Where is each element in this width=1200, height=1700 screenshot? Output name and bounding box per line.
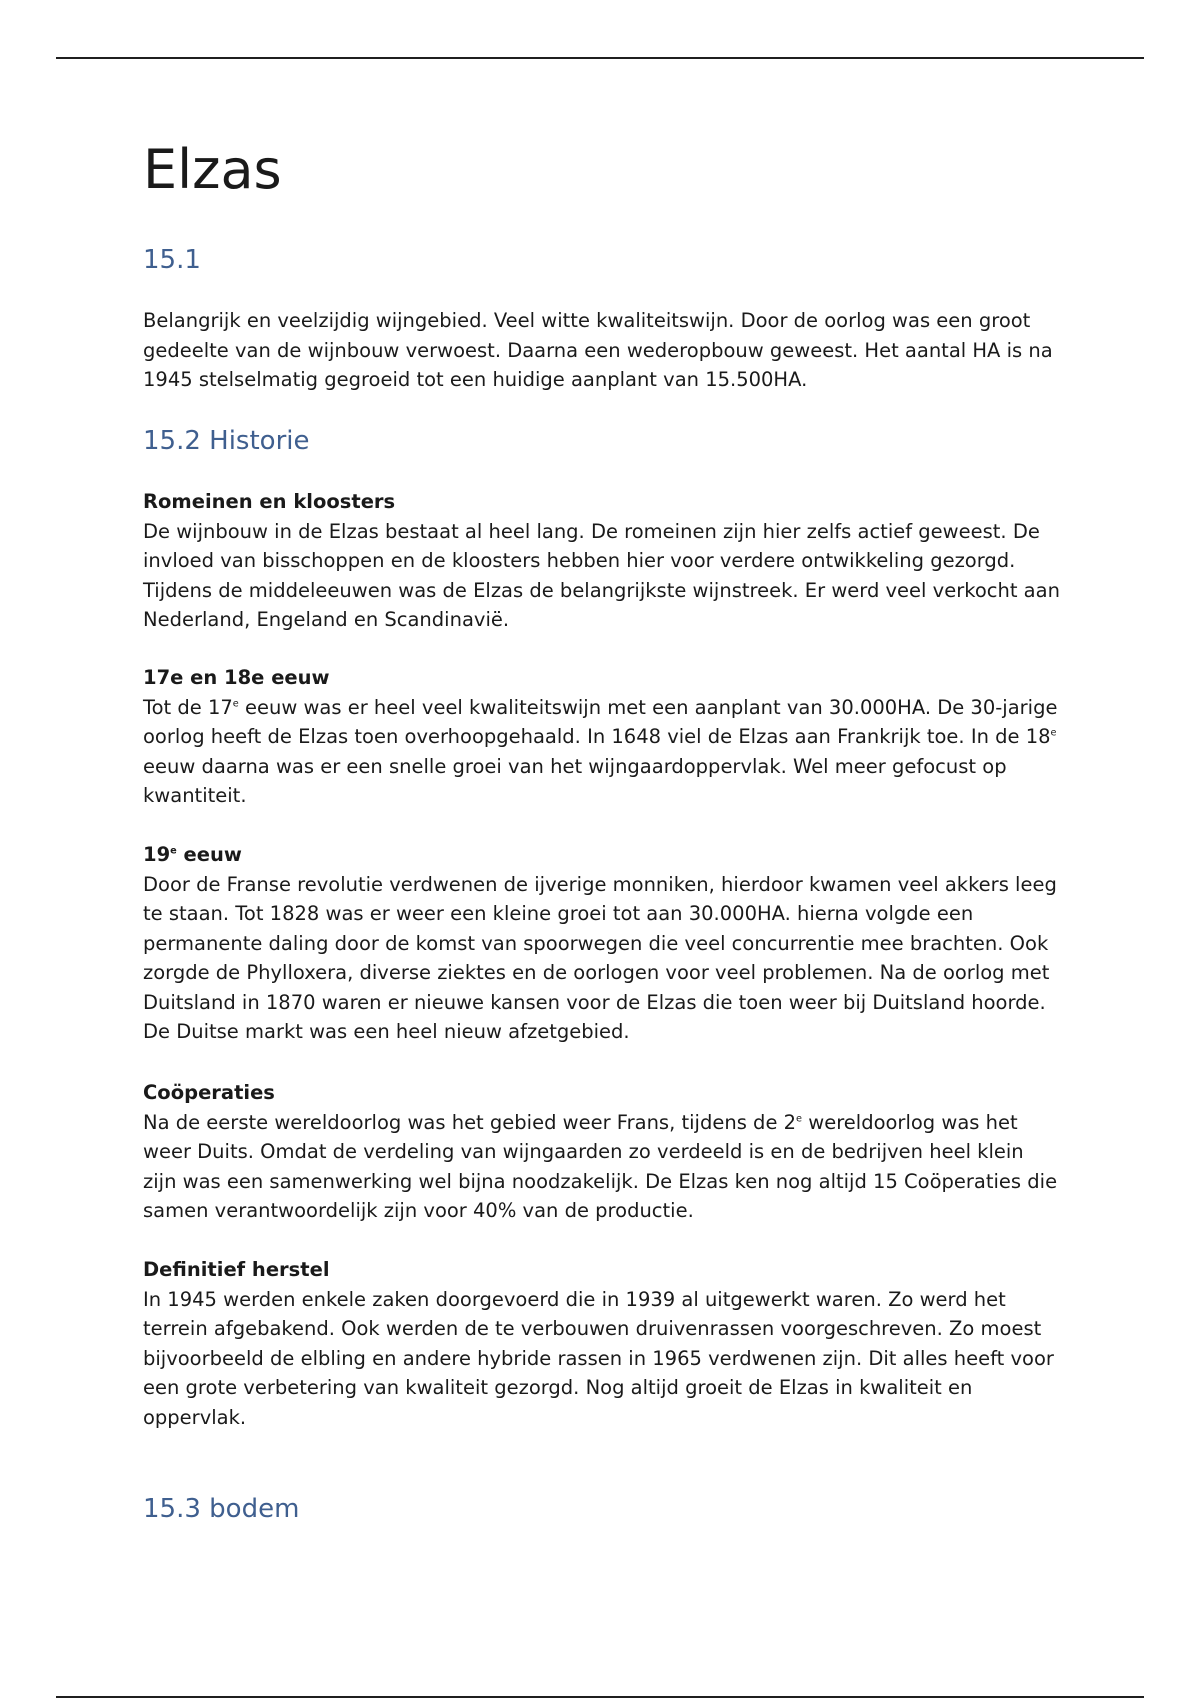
intro-paragraph: Belangrijk en veelzijdig wijngebied. Veel witte kwaliteitswijn. Door de oorlog was een groot gedeelte van de wijnbouw verwoest. Daarna een wederopbouw geweest. Het aantal HA is na 1945 stelselmatig gegroeid tot een huidige aanplant van 15.500HA. [143, 309, 1053, 391]
section-heading-bodem: 15.3 bodem [143, 1494, 300, 1524]
superscript-e: e [232, 698, 239, 709]
subsection-17e-18e-eeuw [143, 663, 1063, 811]
document-title: Elzas [143, 138, 282, 201]
body-text-part: Tot de 17 [143, 695, 233, 719]
body-text-part: Na de eerste wereldoorlog was het gebied weer Frans, tijdens de 2 [143, 1110, 797, 1134]
section-heading-historie: 15.2 Historie [143, 426, 310, 456]
section-heading-15-1: 15.1 [143, 245, 201, 275]
subsection-title-romeinen: Romeinen en kloosters [143, 490, 396, 513]
body-text-part: eeuw daarna was er een snelle groei van het wijngaardoppervlak. Wel meer gefocust op kwantiteit. [143, 754, 1007, 807]
subsection-body-17e-18e [143, 693, 1063, 811]
superscript-e: e [170, 845, 177, 857]
subsection-cooperaties [143, 1078, 1063, 1226]
title-text-part: 19 [143, 843, 171, 866]
subsection-title-herstel: Definitief herstel [143, 1258, 330, 1281]
subsection-body-herstel: In 1945 werden enkele zaken doorgevoerd die in 1939 al uitgewerkt waren. Zo werd het terrein afgebakend. Ook werden de te verbouwen druivenrassen voorgeschreven. Zo moest bijvoorbeeld de elbling en andere hybride rassen in 1965 verdwenen zijn. Dit alles heeft voor een grote verbetering van kwaliteit gezorgd. Nog altijd groeit de Elzas in kwaliteit en oppervlak. [143, 1287, 1054, 1429]
subsection-body-romeinen: De wijnbouw in de Elzas bestaat al heel lang. De romeinen zijn hier zelfs actief geweest. De invloed van bisschoppen en de kloosters hebben hier voor verdere ontwikkeling gezorgd. Tijdens de middeleeuwen was de Elzas de belangrijkste wijnstreek. Er werd veel verkocht aan Nederland, Engeland en Scandinavië. [143, 519, 1060, 631]
subsection-title-17e-18e: 17e en 18e eeuw [143, 666, 330, 689]
superscript-e: e [1050, 727, 1057, 739]
intro-paragraph-block [143, 306, 1063, 395]
subsection-definitief-herstel [143, 1255, 1063, 1432]
subsection-title-19e [143, 840, 1063, 870]
body-text-part: eeuw was er heel veel kwaliteitswijn met een aanplant van 30.000HA. De 30-jarige oorlog heeft de Elzas toen overhoopgehaald. In 1648 viel de Elzas aan Frankrijk toe. In de 18 [143, 695, 1058, 748]
superscript-e: e [796, 1113, 803, 1124]
subsection-body-19e: Door de Franse revolutie verdwenen de ijverige monniken, hierdoor kwamen veel akkers leeg te staan. Tot 1828 was er weer een kleine groei tot aan 30.000HA. hierna volgde een permanente daling door de komst van spoorwegen die veel concurrentie mee brachten. Ook zorgde de Phylloxera, diverse ziektes en de oorlogen voor veel problemen. Na de oorlog met Duitsland in 1870 waren er nieuwe kansen voor de Elzas die toen weer bij Duitsland hoorde. De Duitse markt was een heel nieuw afzetgebied. [143, 872, 1057, 1043]
subsection-romeinen [143, 487, 1063, 635]
title-text-part: eeuw [176, 843, 242, 866]
subsection-19e-eeuw [143, 840, 1063, 1047]
footer-rule [56, 1696, 1144, 1698]
header-rule [56, 57, 1144, 59]
subsection-title-cooperaties: Coöperaties [143, 1081, 275, 1104]
subsection-body-cooperaties [143, 1108, 1063, 1226]
body-text-part: wereldoorlog was het weer Duits. Omdat de verdeling van wijngaarden zo verdeeld is en de bedrijven heel klein zijn was een samenwerking wel bijna noodzakelijk. De Elzas ken nog altijd 15 Coöperaties die samen verantwoordelijk zijn voor 40% van de productie. [143, 1110, 1058, 1222]
